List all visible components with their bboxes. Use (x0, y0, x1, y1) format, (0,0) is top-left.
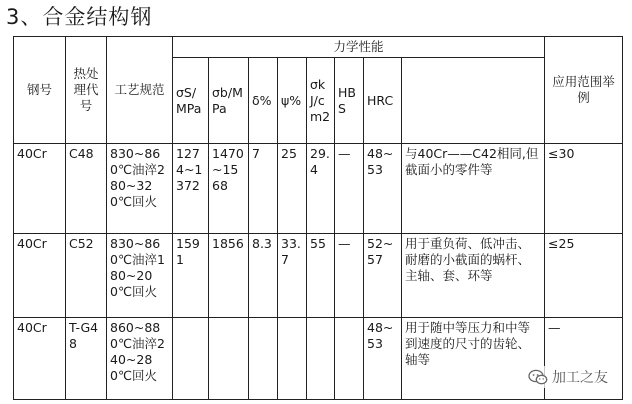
cell-section: ≤25 (545, 234, 623, 318)
cell-code: C52 (66, 234, 107, 318)
cell-code: C48 (66, 144, 107, 234)
cell-delta (249, 318, 278, 400)
cell-sigma-s (173, 318, 209, 400)
header-mechanical-properties: 力学性能 (173, 37, 545, 58)
cell-grade: 40Cr (14, 234, 66, 318)
cell-sigma-s: 1274~1372 (173, 144, 209, 234)
header-sigma-s: σS/MPa (173, 58, 209, 144)
cell-hrc: 52~57 (364, 234, 402, 318)
cell-process: 830~860℃油淬280~320℃回火 (107, 144, 173, 234)
cell-process: 860~880℃油淬240~280℃回火 (107, 318, 173, 400)
cell-application: 用于重负荷、低冲击、耐磨的小截面的蜗杆、主轴、套、环等 (402, 234, 545, 318)
cell-psi: 33.7 (278, 234, 307, 318)
cell-grade: 40Cr (14, 144, 66, 234)
cell-delta: 7 (249, 144, 278, 234)
cell-application: 与40Cr——C42相同,但截面小的零件等 (402, 144, 545, 234)
cell-hbs: — (335, 144, 364, 234)
header-ak: σkJ/cm2 (307, 58, 335, 144)
page-title: 3、合金结构钢 (6, 5, 153, 29)
cell-section: — (545, 318, 623, 400)
table-row (14, 144, 623, 234)
cell-code: T-G48 (66, 318, 107, 400)
cell-sigma-s: 1591 (173, 234, 209, 318)
header-hbs: HBS (335, 58, 364, 144)
wechat-icon (528, 369, 548, 386)
cell-sigma-b: 1470~1568 (209, 144, 249, 234)
cell-ak: 55 (307, 234, 335, 318)
header-hrc: HRC (364, 58, 402, 144)
cell-section: ≤30 (545, 144, 623, 234)
cell-delta: 8.3 (249, 234, 278, 318)
cell-process: 830~860℃油淬180~200℃回火 (107, 234, 173, 318)
cell-psi (278, 318, 307, 400)
cell-hrc: 48~53 (364, 144, 402, 234)
watermark (524, 366, 612, 388)
cell-grade: 40Cr (14, 318, 66, 400)
table-row (14, 234, 623, 318)
header-delta: δ% (249, 58, 278, 144)
header-process: 工艺规范 (107, 37, 173, 144)
cell-ak: 29.4 (307, 144, 335, 234)
cell-hbs (335, 318, 364, 400)
cell-ak (307, 318, 335, 400)
header-sigma-b: σb/MPa (209, 58, 249, 144)
cell-psi: 25 (278, 144, 307, 234)
header-application: 应用范围举例 (545, 37, 623, 144)
alloy-steel-table (13, 36, 623, 400)
header-code: 热处理代号 (66, 37, 107, 144)
watermark-text: 加工之友 (552, 370, 608, 386)
cell-application: 用于随中等压力和中等到速度的尺寸的齿轮、轴等 (402, 318, 545, 400)
cell-hrc: 48~53 (364, 318, 402, 400)
cell-sigma-b (209, 318, 249, 400)
header-psi: ψ% (278, 58, 307, 144)
header-grade: 钢号 (14, 37, 66, 144)
cell-hbs: — (335, 234, 364, 318)
cell-sigma-b: 1856 (209, 234, 249, 318)
